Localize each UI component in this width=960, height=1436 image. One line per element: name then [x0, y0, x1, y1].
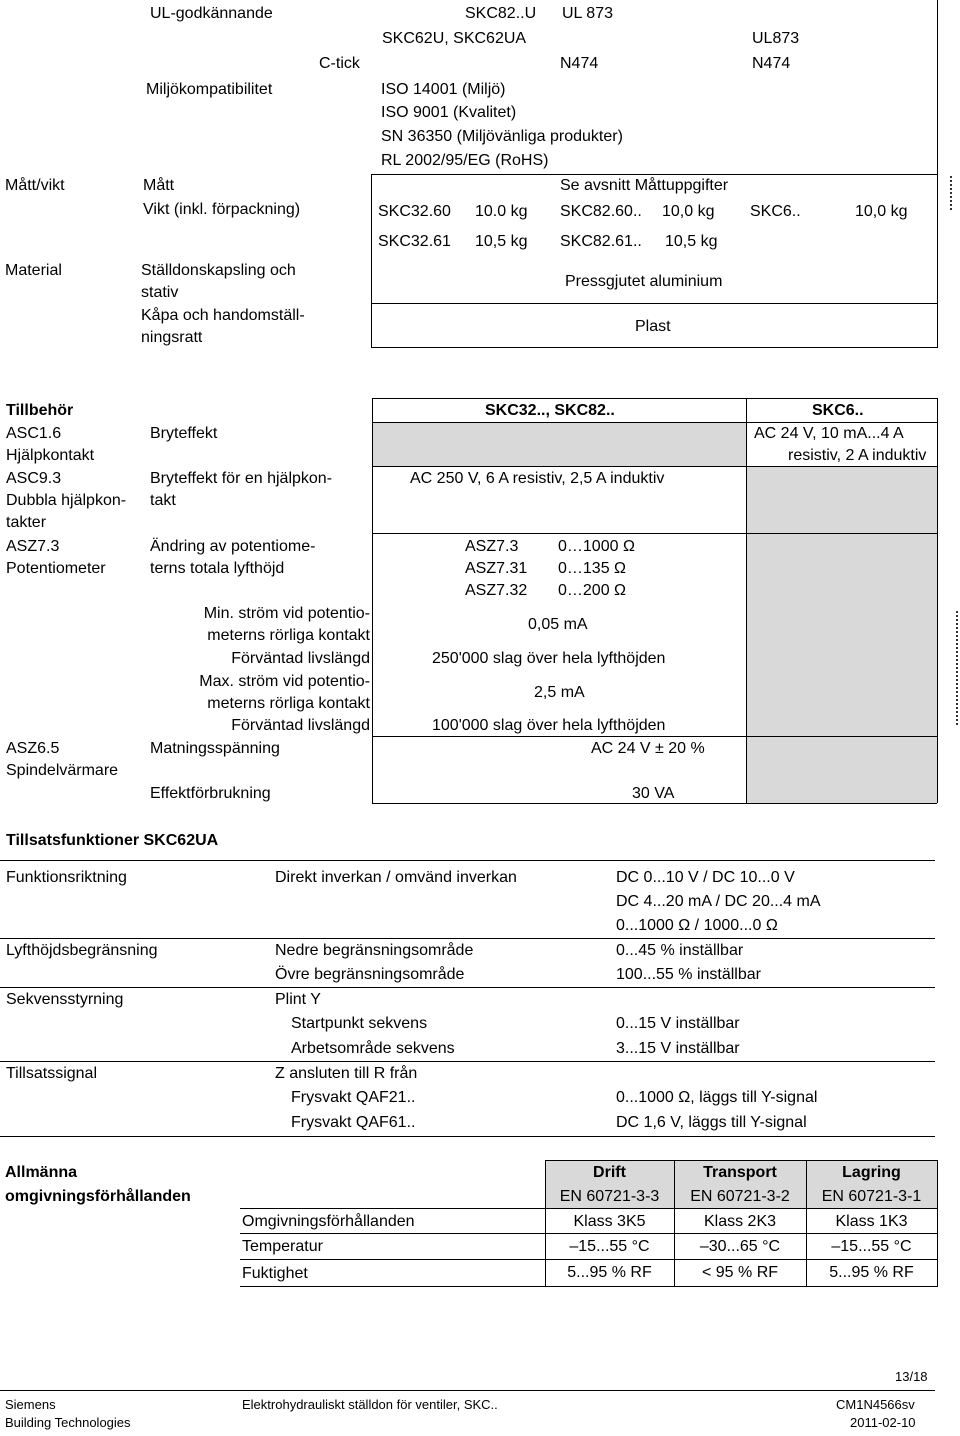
addon-value: 3...15 V inställbar: [616, 1040, 740, 1057]
document-title: Elektrohydrauliskt ställdon för ventiler, SKC..: [242, 1397, 498, 1412]
accessory-desc: Bryteffekt för en hjälpkon-: [150, 470, 333, 487]
env-cell: < 95 % RF: [701, 1264, 779, 1281]
ul-label: UL-godkännande: [150, 5, 273, 22]
material-value: Plast: [635, 318, 671, 335]
company-name: Siemens: [5, 1397, 56, 1412]
addon-desc: Nedre begränsningsområde: [275, 942, 474, 959]
dim-side-heading: Mått/vikt: [5, 177, 65, 194]
addon-value: 0...1000 Ω / 1000...0 Ω: [616, 917, 778, 934]
weight-model: SKC32.60: [378, 203, 451, 220]
weight-value: 10,0 kg: [855, 203, 908, 220]
env-line: SN 36350 (Miljövänliga produkter): [381, 128, 623, 145]
env-line: ISO 14001 (Miljö): [381, 81, 506, 98]
document-date: 2011-02-10: [850, 1415, 916, 1430]
max-current-value: 2,5 mA: [534, 684, 585, 701]
addon-value: DC 4...20 mA / DC 20...4 mA: [616, 893, 821, 910]
addon-value: 100...55 % inställbar: [616, 966, 761, 983]
change-bar: [950, 176, 952, 210]
env-cell: 5...95 % RF: [567, 1264, 652, 1281]
env-cell: –30...65 °C: [699, 1238, 781, 1255]
accessory-code: ASZ7.3: [6, 538, 60, 555]
accessory-value: AC 24 V, 10 mA...4 A: [754, 425, 904, 442]
accessories-title: Tillbehör: [6, 402, 74, 419]
accessory-desc: terns totala lyfthöjd: [150, 560, 285, 577]
addon-desc: Frysvakt QAF21..: [291, 1089, 416, 1106]
env-cell: Klass 3K5: [573, 1213, 646, 1230]
max-current-label: meterns rörliga kontakt: [207, 695, 370, 712]
supply-label: Matningsspänning: [150, 740, 280, 757]
accessory-value: resistiv, 2 A induktiv: [788, 447, 927, 464]
accessory-code: ASC9.3: [6, 470, 62, 487]
dim-label: Mått: [143, 177, 175, 194]
accessory-name: Potentiometer: [6, 560, 106, 577]
env-column-standard: EN 60721-3-2: [690, 1188, 790, 1205]
division-name: Building Technologies: [5, 1415, 131, 1430]
life-label: Förväntad livslängd: [231, 650, 370, 667]
env-line: RL 2002/95/EG (RoHS): [381, 152, 549, 169]
accessory-code: ASC1.6: [6, 425, 62, 442]
column-header: SKC32.., SKC82..: [485, 402, 615, 419]
environment-title: Allmänna: [5, 1164, 78, 1181]
addon-label: Funktionsriktning: [6, 869, 127, 886]
column-header: SKC6..: [812, 402, 864, 419]
env-cell: –15...55 °C: [831, 1238, 912, 1255]
document-id: CM1N4566sv: [836, 1397, 915, 1412]
power-label: Effektförbrukning: [150, 785, 271, 802]
change-bar: [956, 611, 958, 725]
env-cell: Klass 2K3: [703, 1213, 777, 1230]
env-row-label: Fuktighet: [242, 1265, 308, 1282]
weight-model: SKC82.61..: [560, 233, 642, 250]
env-column-header: Drift: [593, 1164, 626, 1181]
weight-value: 10.0 kg: [475, 203, 528, 220]
material-label: Ställdonskapsling och: [141, 262, 296, 279]
accessory-desc: takt: [150, 492, 176, 509]
addon-desc: Startpunkt sekvens: [291, 1015, 428, 1032]
env-line: ISO 9001 (Kvalitet): [381, 104, 517, 121]
min-current-label: meterns rörliga kontakt: [207, 627, 370, 644]
pot-range: 0…135 Ω: [558, 560, 626, 577]
accessory-name: Hjälpkontakt: [6, 447, 95, 464]
addon-desc: Övre begränsningsområde: [275, 966, 465, 983]
pot-model: ASZ7.32: [465, 582, 528, 599]
supply-value: AC 24 V ± 20 %: [591, 740, 705, 757]
accessory-name: Dubbla hjälpkon-: [6, 492, 127, 509]
ctick-value-1: N474: [560, 55, 599, 72]
env-row-label: Temperatur: [242, 1238, 323, 1255]
ul-value-2: UL873: [752, 30, 800, 47]
addon-value: DC 0...10 V / DC 10...0 V: [616, 869, 795, 886]
env-column-header: Transport: [703, 1164, 777, 1181]
addon-desc: Z ansluten till R från: [275, 1065, 418, 1082]
ul-value-1: UL 873: [562, 5, 613, 22]
material-side-heading: Material: [5, 262, 62, 279]
addon-label: Tillsatssignal: [6, 1065, 97, 1082]
addon-desc: Plint Y: [275, 991, 321, 1008]
env-cell: –15...55 °C: [569, 1238, 650, 1255]
min-current-value: 0,05 mA: [528, 616, 588, 633]
env-column-standard: EN 60721-3-1: [821, 1188, 922, 1205]
max-current-label: Max. ström vid potentio-: [199, 673, 370, 690]
env-label: Miljökompatibilitet: [146, 81, 273, 98]
accessory-desc: Bryteffekt: [150, 425, 218, 442]
addon-desc: Direkt inverkan / omvänd inverkan: [275, 869, 517, 886]
min-current-label: Min. ström vid potentio-: [203, 605, 370, 622]
weight-model: SKC6..: [750, 203, 801, 220]
weight-value: 10,5 kg: [475, 233, 528, 250]
power-value: 30 VA: [632, 785, 675, 802]
weight-label: Vikt (inkl. förpackning): [143, 201, 301, 218]
addon-value: 0...45 % inställbar: [616, 942, 744, 959]
environment-title: omgivningsförhållanden: [5, 1188, 191, 1205]
addon-label: Lyfthöjdsbegränsning: [6, 942, 158, 959]
addon-value: 0...1000 Ω, läggs till Y-signal: [616, 1089, 818, 1106]
addon-title: Tillsatsfunktioner SKC62UA: [6, 832, 219, 849]
accessory-name: takter: [6, 514, 47, 531]
page-number: 13/18: [895, 1369, 928, 1384]
accessory-desc: Ändring av potentiome-: [150, 538, 316, 555]
life-label: Förväntad livslängd: [231, 717, 370, 734]
pot-range: 0…200 Ω: [558, 582, 626, 599]
env-row-label: Omgivningsförhållanden: [242, 1213, 415, 1230]
pot-range: 0…1000 Ω: [558, 538, 635, 555]
env-cell: Klass 1K3: [835, 1213, 908, 1230]
addon-desc: Arbetsområde sekvens: [291, 1040, 455, 1057]
weight-value: 10,5 kg: [665, 233, 718, 250]
addon-desc: Frysvakt QAF61..: [291, 1114, 416, 1131]
addon-label: Sekvensstyrning: [6, 991, 124, 1008]
material-label: ningsratt: [141, 329, 203, 346]
env-column-header: Lagring: [842, 1164, 901, 1181]
material-value: Pressgjutet aluminium: [565, 273, 723, 290]
material-label: stativ: [141, 284, 179, 301]
ctick-value-2: N474: [752, 55, 791, 72]
addon-value: 0...15 V inställbar: [616, 1015, 740, 1032]
ul-model-1: SKC82..U: [465, 5, 537, 22]
weight-model: SKC32.61: [378, 233, 451, 250]
ul-model-2: SKC62U, SKC62UA: [382, 30, 527, 47]
ctick-label: C-tick: [319, 55, 360, 72]
accessory-name: Spindelvärmare: [6, 762, 119, 779]
life-value: 100'000 slag över hela lyfthöjden: [432, 717, 666, 734]
dim-value: Se avsnitt Måttuppgifter: [560, 177, 729, 194]
addon-value: DC 1,6 V, läggs till Y-signal: [616, 1114, 807, 1131]
material-label: Kåpa och handomställ-: [141, 307, 305, 324]
pot-model: ASZ7.31: [465, 560, 528, 577]
env-column-standard: EN 60721-3-3: [559, 1188, 660, 1205]
life-value: 250'000 slag över hela lyfthöjden: [432, 650, 666, 667]
pot-model: ASZ7.3: [465, 538, 519, 555]
weight-value: 10,0 kg: [662, 203, 715, 220]
accessory-code: ASZ6.5: [6, 740, 60, 757]
env-cell: 5...95 % RF: [829, 1264, 914, 1281]
weight-model: SKC82.60..: [560, 203, 642, 220]
accessory-value: AC 250 V, 6 A resistiv, 2,5 A induktiv: [410, 470, 665, 487]
